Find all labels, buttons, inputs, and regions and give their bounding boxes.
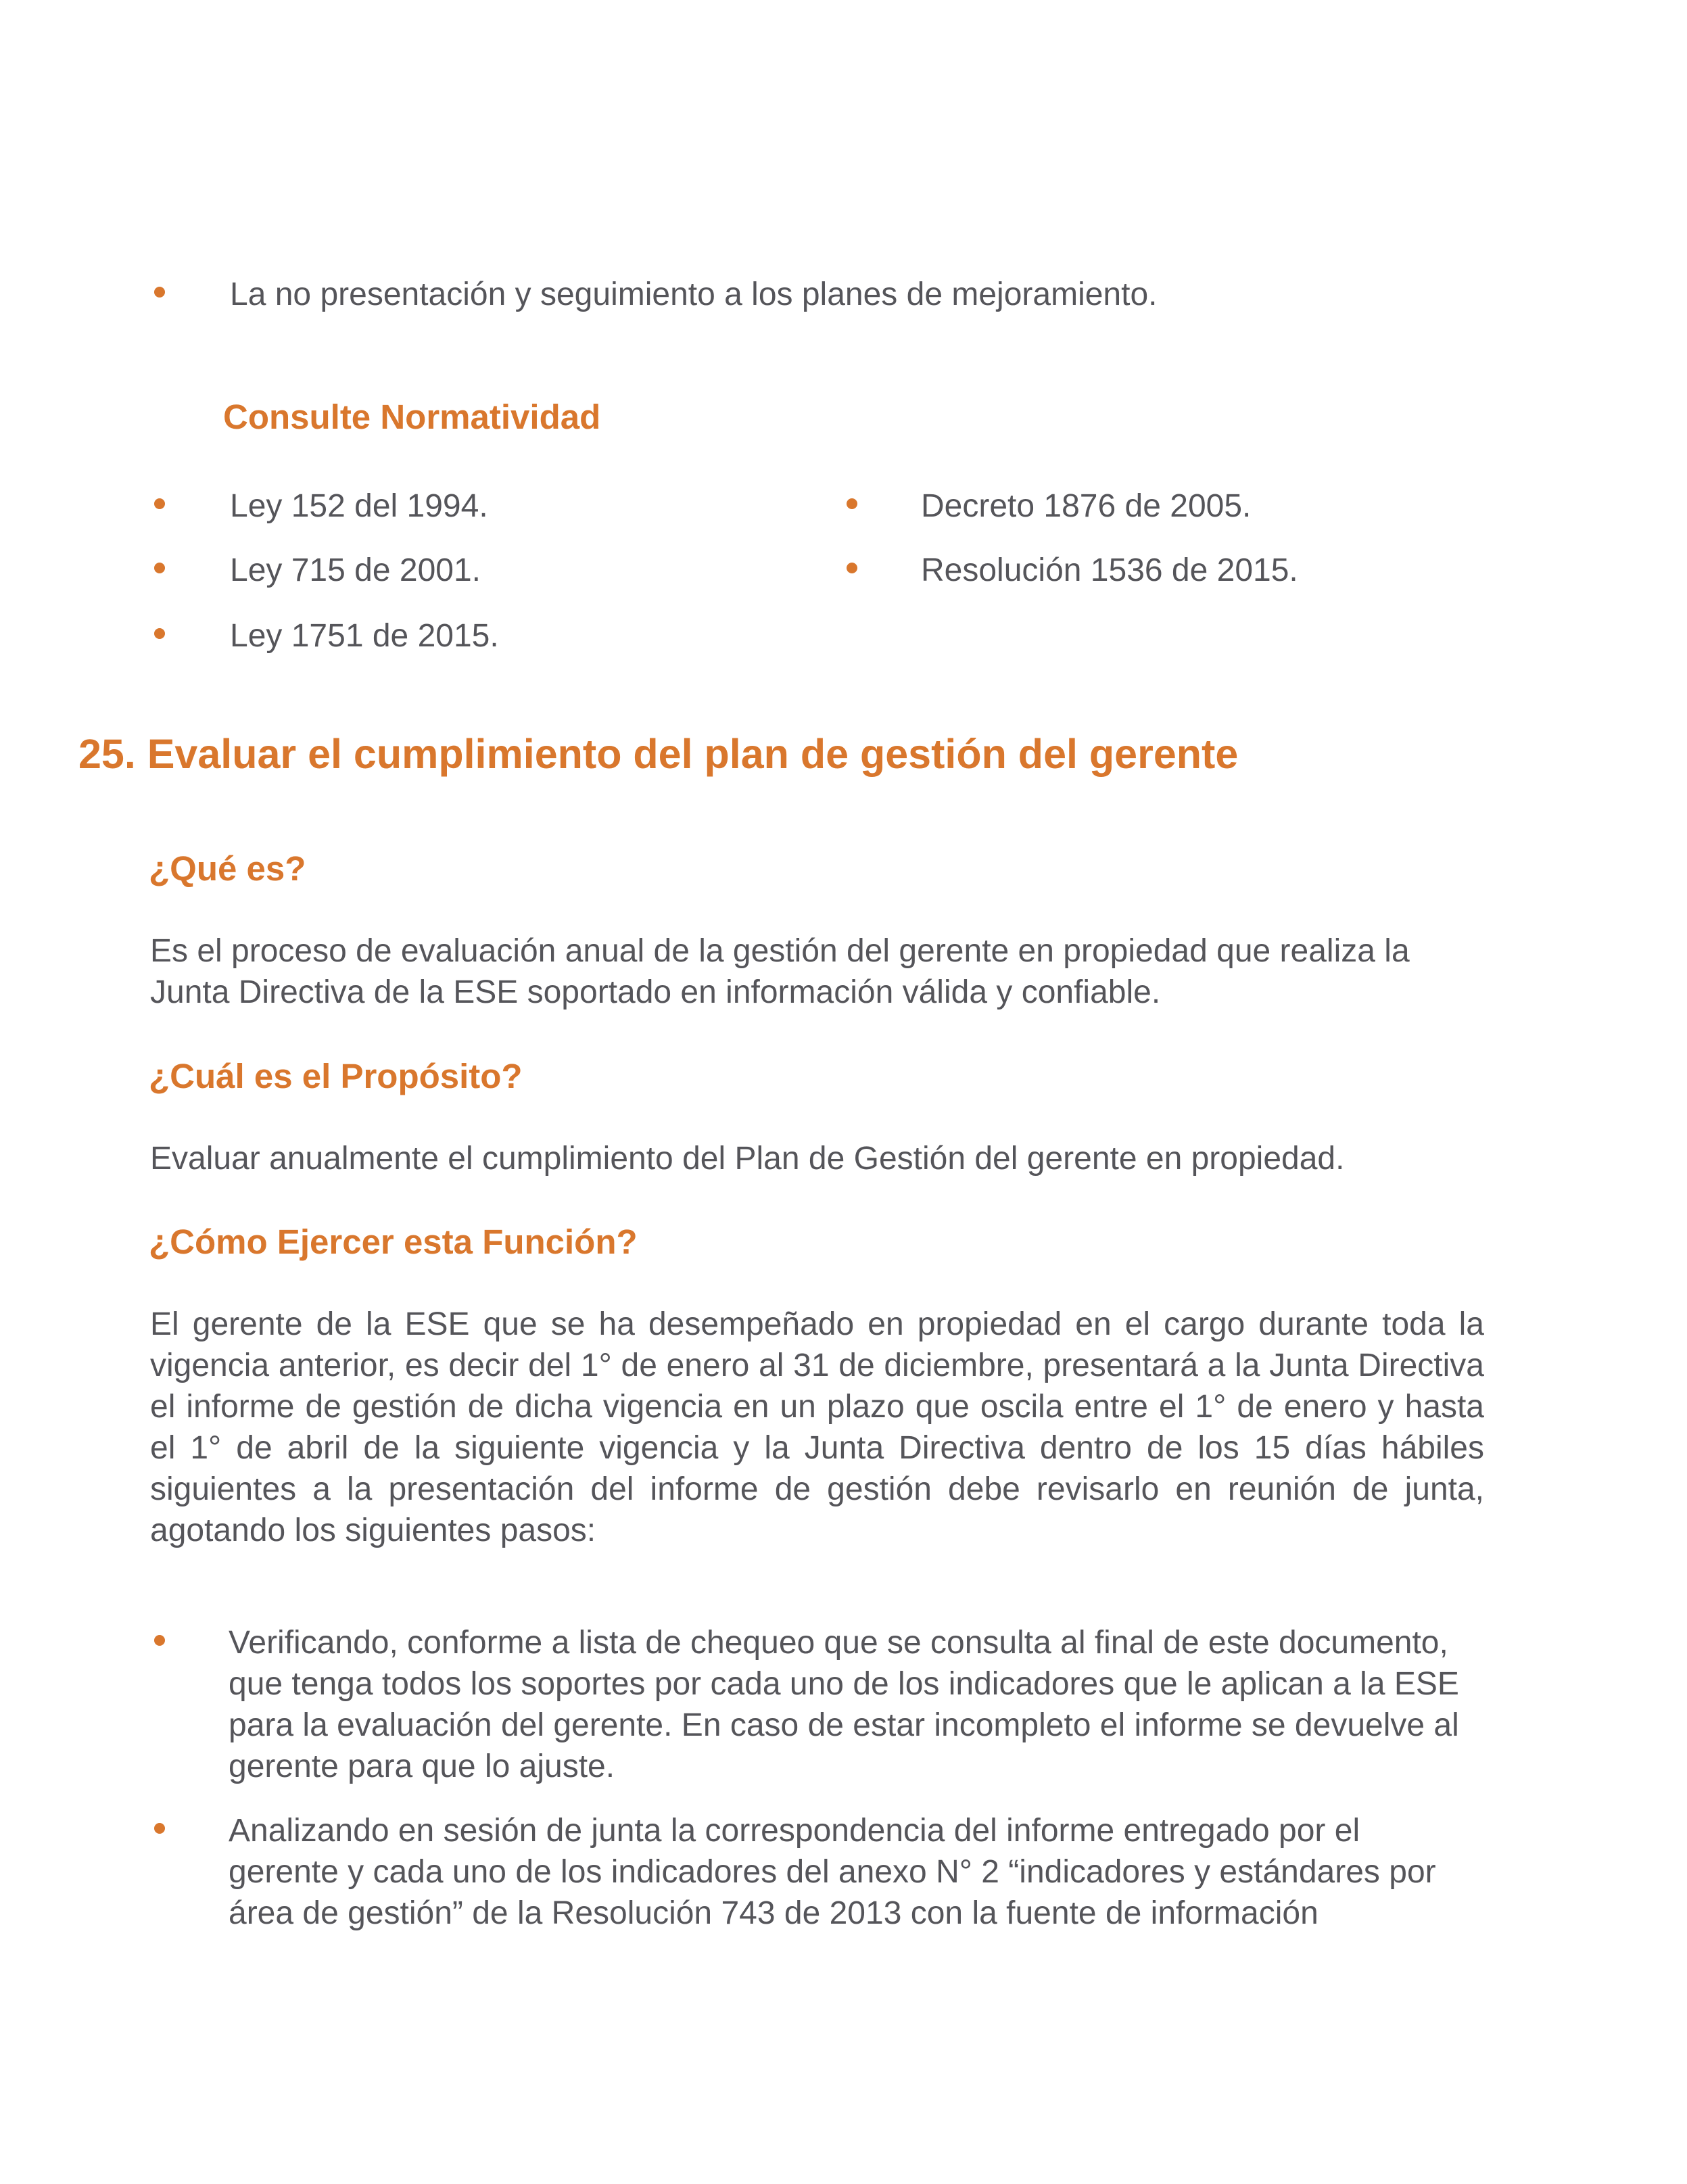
como-heading: ¿Cómo Ejercer esta Función? [149, 1222, 638, 1261]
section-title: 25. Evaluar el cumplimiento del plan de gestión del gerente [78, 731, 1239, 777]
normatividad-col1-item: Ley 1751 de 2015. [230, 618, 499, 654]
bullet-icon [154, 498, 165, 509]
bullet-icon [154, 287, 165, 298]
normatividad-col2-item: Resolución 1536 de 2015. [921, 552, 1298, 588]
que-es-text: Es el proceso de evaluación anual de la gestión del gerente en propiedad que realiza la Junta Directiva de la ESE soportado en información válida y confiable. [150, 933, 1410, 1010]
normatividad-col1-item: Ley 152 del 1994. [230, 488, 488, 524]
bullet-icon [847, 563, 857, 573]
normatividad-title: Consulte Normatividad [223, 398, 601, 436]
bullet-icon [154, 563, 165, 573]
que-es-heading: ¿Qué es? [149, 849, 306, 888]
proposito-text: Evaluar anualmente el cumplimiento del Plan de Gestión del gerente en propiedad. [150, 1141, 1345, 1177]
bullet-icon [154, 1823, 165, 1834]
bullet-icon [847, 498, 857, 509]
normatividad-col2-item: Decreto 1876 de 2005. [921, 488, 1252, 524]
step-item: Analizando en sesión de junta la correspondencia del informe entregado por el gerente y cada uno de los indicadores del anexo N° 2 “indicadores y estándares por área de gestión” de la Resolución 743 de 2013 con la fuente de información [229, 1813, 1436, 1931]
bullet-icon [154, 1635, 165, 1646]
top-bullet-text: La no presentación y seguimiento a los planes de mejoramiento. [230, 277, 1158, 312]
step-item: Verificando, conforme a lista de chequeo que se consulta al final de este documento, que tenga todos los soportes por cada uno de los indicadores que le aplican a la ESE para la evaluación del gerente. En caso de estar incompleto el informe se devuelve al gerente para que lo ajuste. [229, 1625, 1459, 1784]
bullet-icon [154, 628, 165, 639]
como-text: El gerente de la ESE que se ha desempeñado en propiedad en el cargo durante toda la vigencia anterior, es decir del 1° de enero al 31 de diciembre, presentará a la Junta Directiva el informe de gestión de dicha vigencia en un plazo que oscila entre el 1° de enero y hasta el 1° de abril de la siguiente vigencia y la Junta Directiva dentro de los 15 días hábiles siguientes a la presentación del informe de gestión debe revisarlo en reunión de junta, agotando los siguientes pasos: [150, 1306, 1484, 1548]
normatividad-col1-item: Ley 715 de 2001. [230, 552, 481, 588]
proposito-heading: ¿Cuál es el Propósito? [149, 1057, 523, 1095]
